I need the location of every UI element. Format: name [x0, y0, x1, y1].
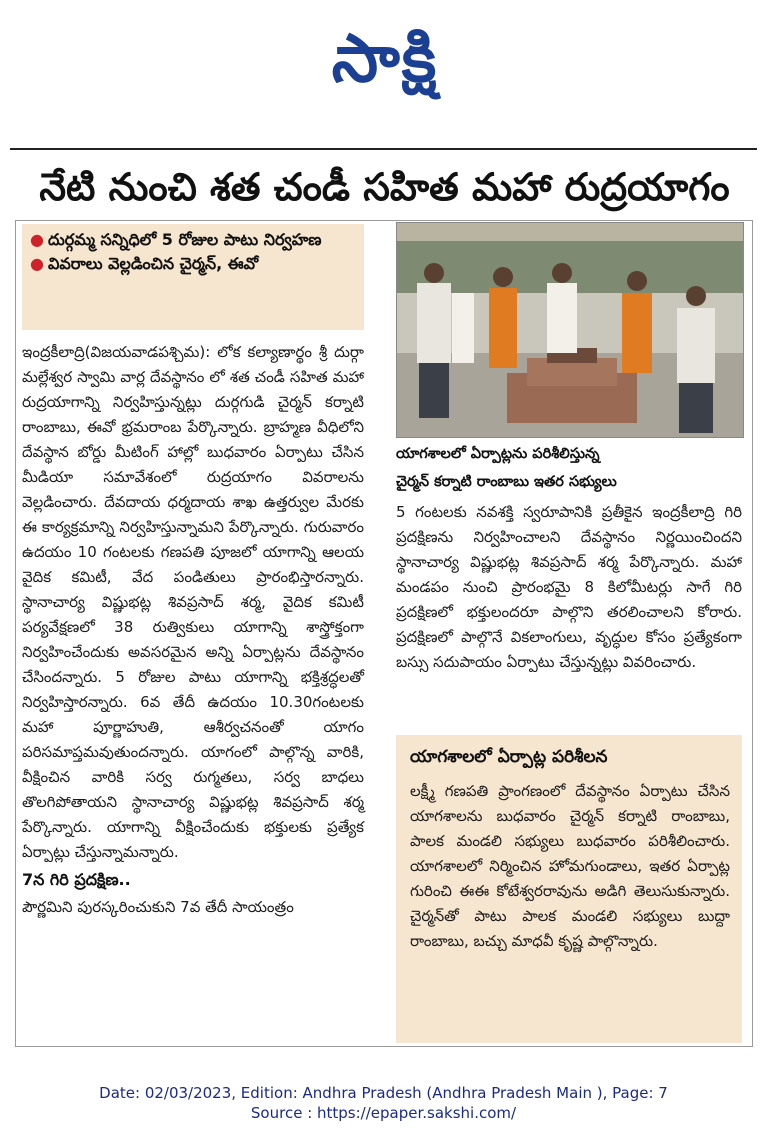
bullet-dot-icon: ● — [30, 230, 44, 249]
box-title: యాగశాలలో ఏర్పాట్ల పరిశీలన — [410, 747, 608, 767]
page-footer — [0, 1083, 767, 1123]
box-body: లక్ష్మీ గణపతి ప్రాంగణంలో దేవస్థానం ఏర్పాటు చేసిన యాగశాలను బుధవారం చైర్మన్ కర్నాటి రాంబాబు, పాలక మండలి సభ్యులు బుధవారం పరిశీలించారు. యాగశాలలో నిర్మించిన హోమగుండాలు, ఇతర ఏర్పాట్ల గురించి ఈఈ కోటేశ్వరరావును అడిగి తెలుసుకున్నారు. చైర్మన్‌తో పాటు పాలక మండలి సభ్యులు బుద్దా రాంబాబు, బచ్చు మాధవీ కృష్ణ పాల్గొన్నారు. — [410, 782, 730, 950]
bullet-dot-icon: ● — [30, 254, 44, 273]
photo-caption — [396, 440, 742, 498]
footer-source-line: Source : https://epaper.sakshi.com/ — [250, 1104, 517, 1122]
body-paragraph: 5 గంటలకు నవశక్తి స్వరూపానికి ప్రతీకైన ఇంద్రకీలాద్రి గిరి ప్రదక్షిణను నిర్వహించాలని దేవస్థానం నిర్ణయించిందని స్థానాచార్య విష్ణుభట్ల శివప్రసాద్ శర్మ పేర్కొన్నారు. మహా మండపం నుంచి ప్రారంభమై 8 కిలోమీటర్లు సాగే గిరి ప్రదక్షిణలో భక్తులందరూ పాల్గొని తరలించాలని కోరారు. ప్రదక్షిణలో పాల్గొనే వికలాంగులు, వృద్ధుల కోసం ప్రత్యేకంగా బస్సు సదుపాయం ఏర్పాటు చేస్తున్నట్లు వివరించారు. — [396, 503, 742, 671]
masthead-rule — [10, 148, 757, 150]
caption-line: యాగశాలలో ఏర్పాట్లను పరిశీలిస్తున్న — [396, 446, 600, 462]
footer-date-line: Date: 02/03/2023, Edition: Andhra Pradesh (Andhra Pradesh Main ), Page: 7 — [99, 1084, 668, 1102]
highlight-item: ● దుర్గమ్మ సన్నిధిలో 5 రోజుల పాటు నిర్వహణ — [30, 230, 322, 249]
subheading: 7న గిరి ప్రదక్షిణ.. — [22, 870, 131, 889]
highlights-box — [22, 224, 364, 330]
body-paragraph: పౌర్ణమిని పురస్కరించుకుని 7వ తేదీ సాయంత్రం — [22, 898, 294, 916]
news-photo — [396, 222, 744, 438]
caption-line: చైర్మన్ కర్నాటి రాంబాబు ఇతర సభ్యులు — [396, 474, 617, 490]
masthead — [0, 0, 767, 140]
body-paragraph: ఇంద్రకీలాద్రి(విజయవాడపశ్చిమ): లోక కల్యాణార్థం శ్రీ దుర్గా మల్లేశ్వర స్వామి వార్ల దేవస్థానం లో శత చండీ సహిత మహా రుద్రయాగాన్ని నిర్వహిస్తున్నట్లు దుర్గగుడి చైర్మన్ కర్నాటి రాంబాబు, ఈవో భ్రమరాంబ పేర్కొన్నారు. బ్రాహ్మణ వీధిలోని దేవస్థాన బోర్డు మీటింగ్ హాల్లో బుధవారం ఏర్పాటు చేసిన మీడియా సమావేశంలో రుద్రయాగం వివరాలను వెల్లడించారు. దేవదాయ ధర్మదాయ శాఖ ఉత్తర్వుల మేరకు ఈ కార్యక్రమాన్ని నిర్వహిస్తున్నామని పేర్కొన్నారు. గురువారం ఉదయం 10 గంటలకు గణపతి పూజలో యాగాన్ని ఆలయ వైదిక కమిటీ, వేద పండితులు ప్రారంభిస్తారన్నారు. స్థానాచార్య విష్ణుభట్ల శివప్రసాద్ శర్మ, వైదిక కమిటీ పర్యవేక్షణలో 38 రుత్వికులు యాగాన్ని శాస్త్రోక్తంగా నిర్వహించేందుకు అవసరమైన అన్ని ఏర్పాట్లను దేవస్థానం చేసిందన్నారు. 5 రోజుల పాటు యాగాన్ని భక్తిశ్రద్ధలతో నిర్వహిస్తారన్నారు. 6వ తేదీ ఉదయం 10.30గంటలకు మహా పూర్ణాహుతి, ఆశీర్వచనంతో యాగం పరిసమాప్తమవుతుందన్నారు. యాగంలో పాల్గొన్న వారికి, వీక్షించిన వారికి సర్వ రుగ్మతలు, సర్వ బాధలు తొలగిపోతాయని స్థానాచార్య విష్ణుభట్ల శివప్రసాద్ శర్మ పేర్కొన్నారు. యాగాన్ని వీక్షించేందుకు భక్తులకు ప్రత్యేక ఏర్పాట్లు చేస్తున్నామన్నారు. — [22, 343, 364, 861]
right-column — [396, 500, 742, 675]
highlight-item: ● వివరాలు వెల్లడించిన చైర్మన్, ఈవో — [30, 254, 259, 273]
left-column — [22, 340, 364, 920]
sidebar-box — [396, 735, 742, 1043]
article-headline: నేటి నుంచి శత చండీ సహిత మహా రుద్రయాగం — [39, 165, 730, 209]
sakshi-logo: సాక్షి — [331, 20, 439, 97]
